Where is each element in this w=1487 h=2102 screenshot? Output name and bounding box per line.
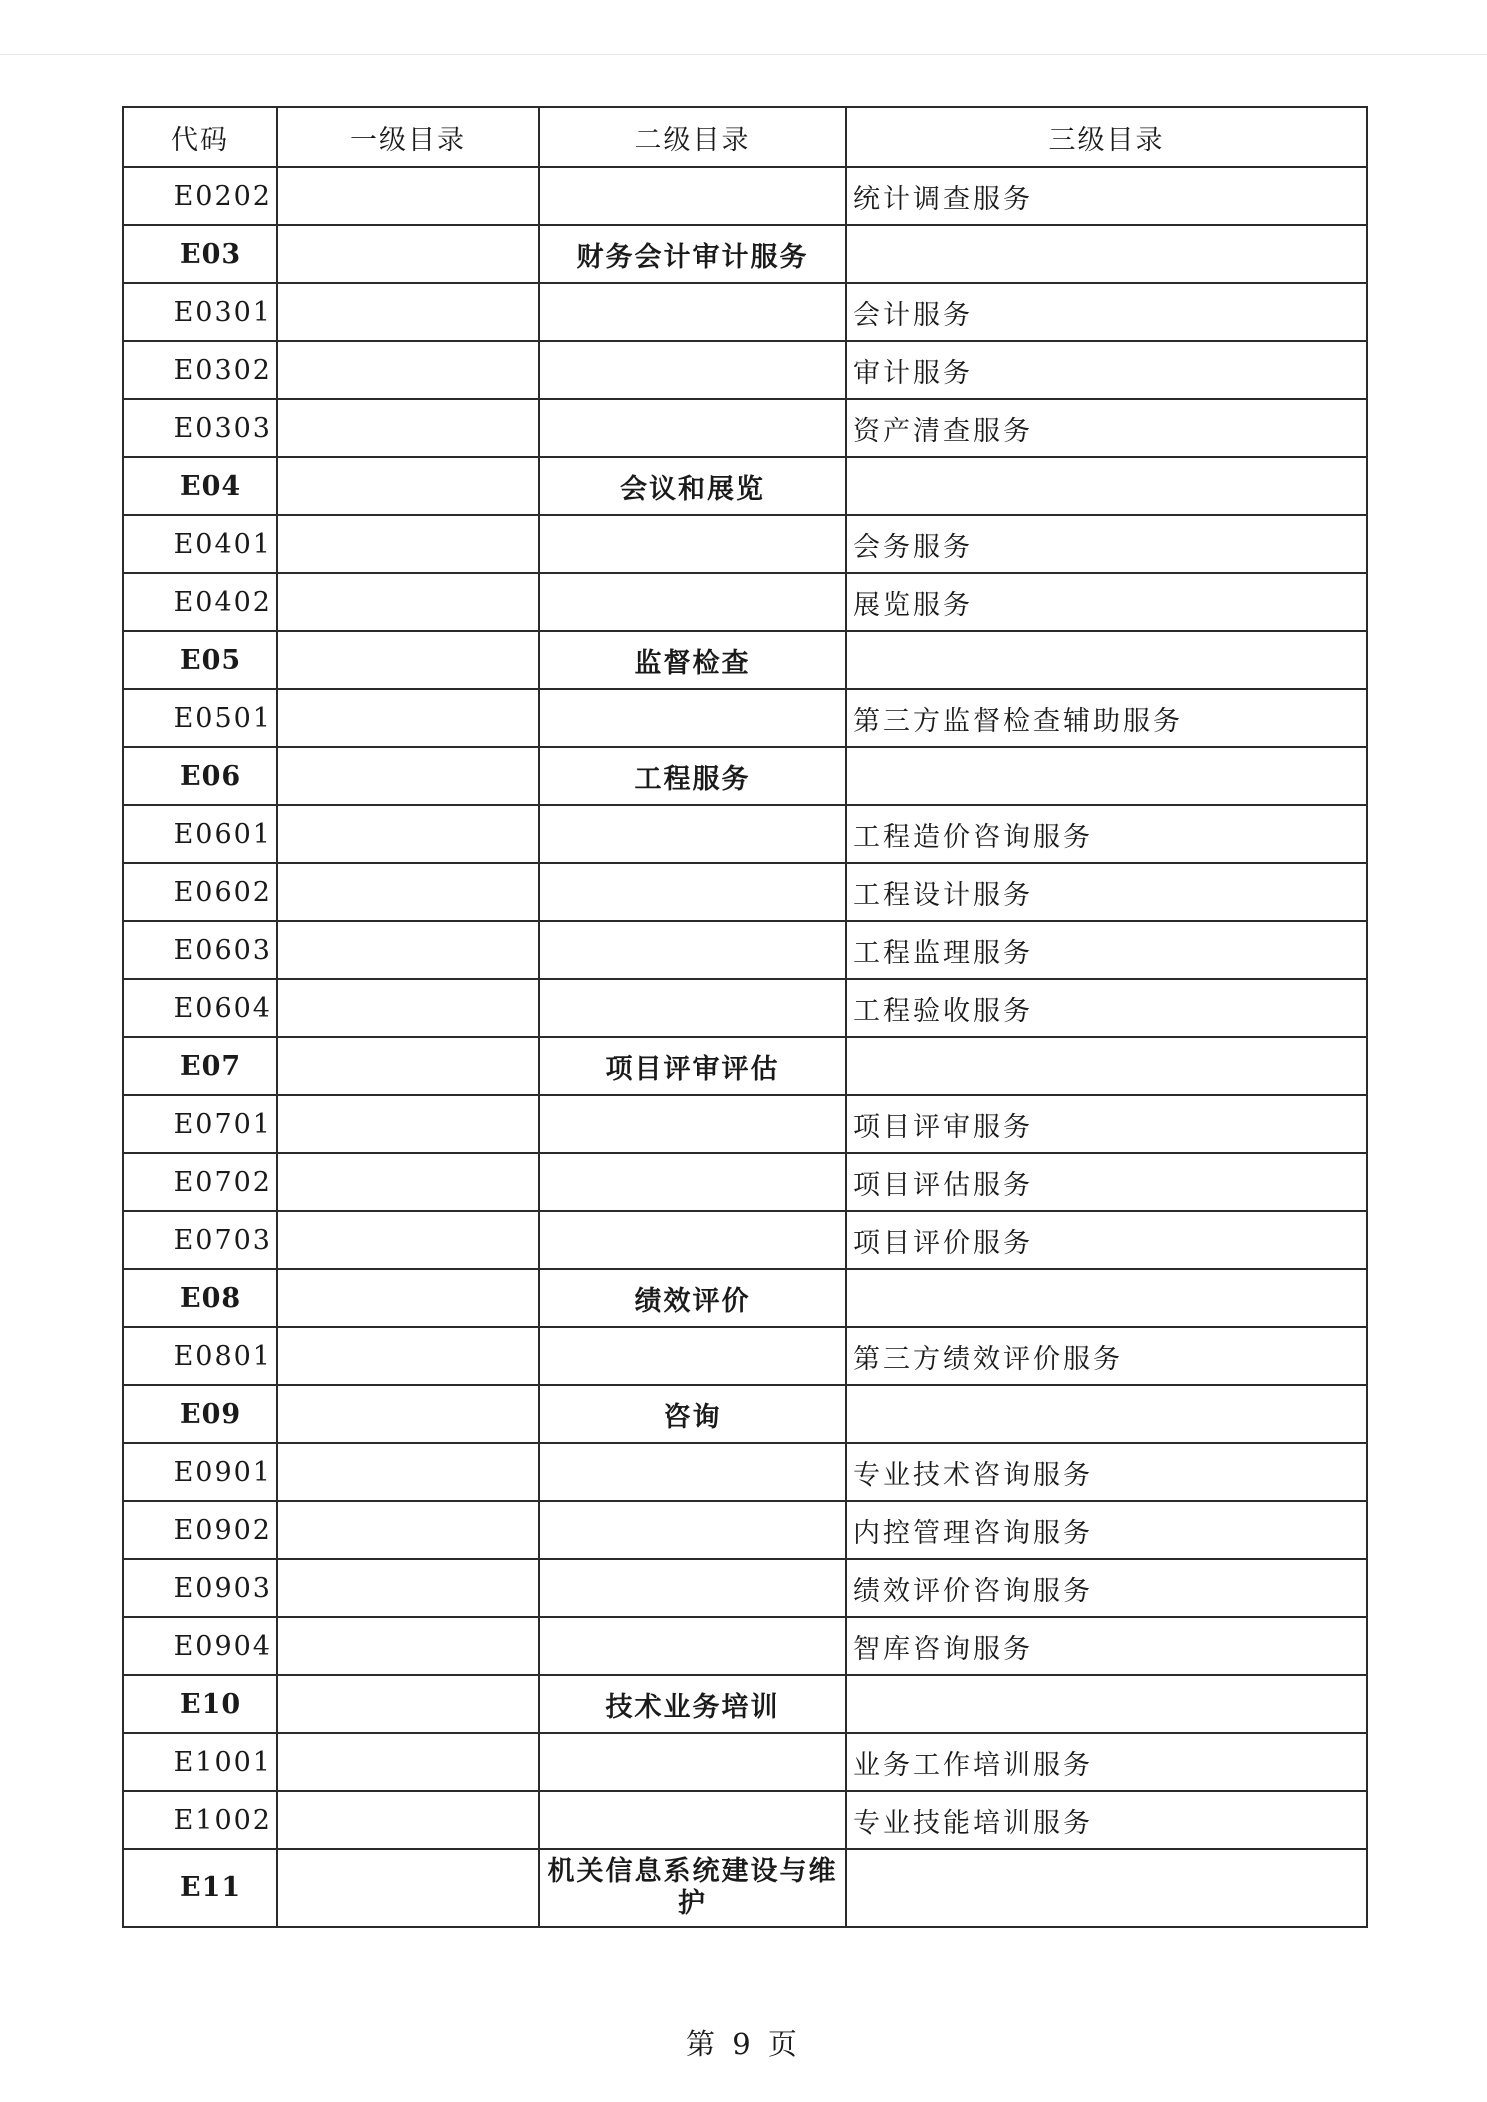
row-level2 [539,689,846,747]
row-level3: 审计服务 [846,341,1367,399]
row-level3: 工程造价咨询服务 [846,805,1367,863]
row-level1 [277,1211,539,1269]
row-level3: 内控管理咨询服务 [846,1501,1367,1559]
table-row [123,863,1367,921]
row-code: E0601 [123,805,277,863]
row-level3 [846,1849,1367,1927]
row-level2: 绩效评价 [539,1269,846,1327]
row-code: E0801 [123,1327,277,1385]
row-level1 [277,341,539,399]
row-code: E11 [123,1849,277,1927]
row-level2: 机关信息系统建设与维护 [539,1849,846,1927]
row-level1 [277,1617,539,1675]
catalog-table [122,106,1368,1928]
row-code: E0301 [123,283,277,341]
row-level1 [277,457,539,515]
table-row [123,167,1367,225]
table-row [123,341,1367,399]
row-level1 [277,283,539,341]
table-row [123,283,1367,341]
row-level2 [539,1211,846,1269]
row-level3 [846,1675,1367,1733]
row-code: E0501 [123,689,277,747]
table-row [123,1559,1367,1617]
header-level3: 三级目录 [846,107,1367,167]
row-code: E0701 [123,1095,277,1153]
row-level2 [539,1559,846,1617]
header-level2: 二级目录 [539,107,846,167]
table-row [123,1211,1367,1269]
table-row [123,457,1367,515]
row-level3: 智库咨询服务 [846,1617,1367,1675]
row-level2 [539,1617,846,1675]
row-level2: 工程服务 [539,747,846,805]
table-row [123,1037,1367,1095]
table-row [123,573,1367,631]
row-level3: 工程验收服务 [846,979,1367,1037]
row-level3: 会务服务 [846,515,1367,573]
table-row [123,1269,1367,1327]
table-row [123,515,1367,573]
row-level3: 项目评估服务 [846,1153,1367,1211]
row-level2: 会议和展览 [539,457,846,515]
row-level3 [846,1037,1367,1095]
row-code: E04 [123,457,277,515]
row-level3: 第三方绩效评价服务 [846,1327,1367,1385]
row-level2 [539,573,846,631]
row-code: E0902 [123,1501,277,1559]
row-level2 [539,167,846,225]
row-level3 [846,747,1367,805]
row-code: E09 [123,1385,277,1443]
row-level1 [277,1675,539,1733]
row-level2: 咨询 [539,1385,846,1443]
row-level1 [277,1559,539,1617]
header-code: 代码 [123,107,277,167]
row-level3: 业务工作培训服务 [846,1733,1367,1791]
row-level1 [277,1153,539,1211]
row-level3: 第三方监督检查辅助服务 [846,689,1367,747]
row-code: E08 [123,1269,277,1327]
row-level1 [277,921,539,979]
row-code: E1002 [123,1791,277,1849]
table-row [123,225,1367,283]
row-code: E0603 [123,921,277,979]
row-level2 [539,1443,846,1501]
row-level1 [277,979,539,1037]
row-level3 [846,457,1367,515]
row-level2 [539,1733,846,1791]
row-code: E03 [123,225,277,283]
row-level1 [277,225,539,283]
row-code: E06 [123,747,277,805]
table-row [123,979,1367,1037]
row-level3 [846,225,1367,283]
row-level3: 工程设计服务 [846,863,1367,921]
table-row [123,1675,1367,1733]
row-level1 [277,863,539,921]
table-row [123,1095,1367,1153]
table-row [123,805,1367,863]
row-level3 [846,631,1367,689]
row-level2 [539,1791,846,1849]
row-level2: 监督检查 [539,631,846,689]
row-level1 [277,167,539,225]
row-level2 [539,1501,846,1559]
row-level3 [846,1269,1367,1327]
row-level2 [539,399,846,457]
table-row [123,1327,1367,1385]
row-level1 [277,805,539,863]
row-level3: 展览服务 [846,573,1367,631]
row-code: E0202 [123,167,277,225]
row-level1 [277,1501,539,1559]
top-edge-line [0,54,1487,55]
header-level1: 一级目录 [277,107,539,167]
table-row [123,1849,1367,1927]
row-level2: 项目评审评估 [539,1037,846,1095]
row-level2 [539,283,846,341]
table-row [123,921,1367,979]
row-level2 [539,1327,846,1385]
row-code: E10 [123,1675,277,1733]
row-level3: 专业技能培训服务 [846,1791,1367,1849]
row-level1 [277,1733,539,1791]
row-level1 [277,1327,539,1385]
row-level2 [539,979,846,1037]
row-level2: 技术业务培训 [539,1675,846,1733]
catalog-table-container [122,106,1366,1928]
row-level2 [539,921,846,979]
row-code: E05 [123,631,277,689]
table-row [123,399,1367,457]
table-row [123,1385,1367,1443]
table-row [123,689,1367,747]
table-row [123,1733,1367,1791]
row-code: E1001 [123,1733,277,1791]
row-code: E0703 [123,1211,277,1269]
row-level1 [277,515,539,573]
table-row [123,1501,1367,1559]
row-level1 [277,1385,539,1443]
row-level3: 项目评审服务 [846,1095,1367,1153]
table-row [123,1153,1367,1211]
row-level1 [277,1037,539,1095]
row-level3: 统计调查服务 [846,167,1367,225]
row-level3: 资产清查服务 [846,399,1367,457]
row-level1 [277,573,539,631]
row-code: E0302 [123,341,277,399]
row-level1 [277,747,539,805]
table-row [123,1617,1367,1675]
row-level2 [539,805,846,863]
row-level2 [539,515,846,573]
row-code: E0702 [123,1153,277,1211]
row-code: E0401 [123,515,277,573]
row-level3: 绩效评价咨询服务 [846,1559,1367,1617]
table-row [123,1443,1367,1501]
row-level1 [277,689,539,747]
row-code: E0604 [123,979,277,1037]
page-number: 第 9 页 [686,2027,801,2061]
table-row [123,631,1367,689]
row-level1 [277,399,539,457]
row-level3: 工程监理服务 [846,921,1367,979]
row-level1 [277,1791,539,1849]
row-code: E0904 [123,1617,277,1675]
table-row [123,747,1367,805]
row-code: E0903 [123,1559,277,1617]
row-level3 [846,1385,1367,1443]
row-code: E07 [123,1037,277,1095]
row-level2 [539,1153,846,1211]
row-code: E0303 [123,399,277,457]
row-level3: 会计服务 [846,283,1367,341]
row-level1 [277,1849,539,1927]
row-level1 [277,631,539,689]
row-code: E0402 [123,573,277,631]
row-level3: 项目评价服务 [846,1211,1367,1269]
row-level3: 专业技术咨询服务 [846,1443,1367,1501]
row-level2: 财务会计审计服务 [539,225,846,283]
row-code: E0901 [123,1443,277,1501]
table-header-row [123,107,1367,167]
row-level2 [539,1095,846,1153]
row-level1 [277,1443,539,1501]
row-level1 [277,1095,539,1153]
row-level1 [277,1269,539,1327]
row-level2 [539,341,846,399]
table-body [123,167,1367,1927]
row-code: E0602 [123,863,277,921]
table-row [123,1791,1367,1849]
row-level2 [539,863,846,921]
